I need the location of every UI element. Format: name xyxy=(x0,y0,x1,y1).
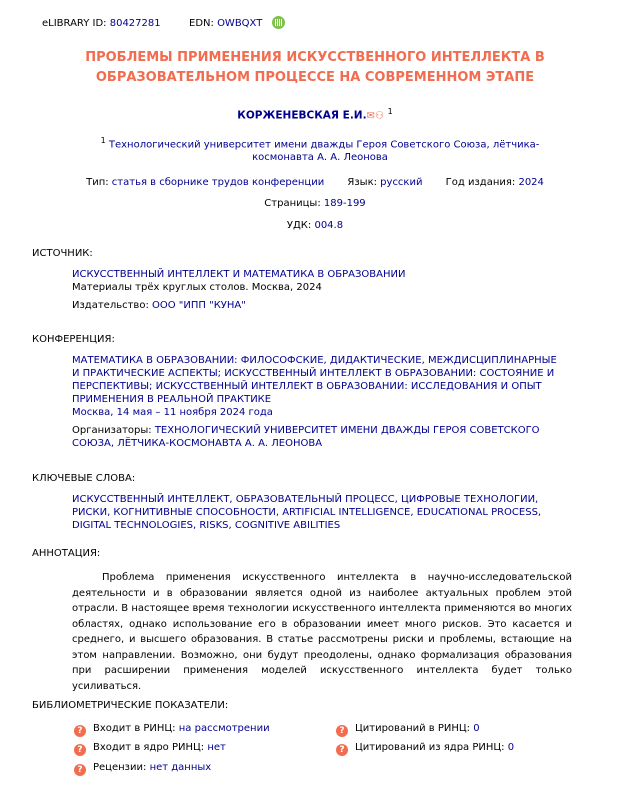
publisher-value[interactable]: ООО "ИПП "КУНА" xyxy=(152,300,246,311)
affiliation-sup: 1 xyxy=(100,136,106,145)
reviews-label: Рецензии: xyxy=(93,762,147,773)
type-value: статья в сборнике трудов конференции xyxy=(111,177,325,188)
citations-label: Цитирований в РИНЦ: xyxy=(355,723,471,734)
source-block xyxy=(72,268,562,312)
help-icon[interactable]: ? xyxy=(336,744,348,756)
udk-row xyxy=(0,220,630,231)
bib-core xyxy=(74,742,226,756)
source-heading: ИСТОЧНИК: xyxy=(32,248,93,259)
publisher-label: Издательство: xyxy=(72,300,149,311)
person-icon[interactable]: ⚇ xyxy=(374,110,384,122)
rinc-value: на рассмотрении xyxy=(178,723,270,734)
edn-label: EDN: xyxy=(189,18,214,29)
meta-row xyxy=(0,177,630,188)
year-value: 2024 xyxy=(518,177,544,188)
core-citations-label: Цитирований из ядра РИНЦ: xyxy=(355,742,505,753)
affiliation-text[interactable]: Технологический университет имени дважды Героя Советского Союза, лётчика-космонавта А. А. Леонова xyxy=(108,139,540,164)
elibrary-id-value[interactable]: 80427281 xyxy=(109,18,161,29)
pages-value: 189-199 xyxy=(323,198,366,209)
year-label: Год издания: xyxy=(445,177,516,188)
help-icon[interactable]: ? xyxy=(74,764,86,776)
article-title-line-1: ПРОБЛЕМЫ ПРИМЕНЕНИЯ ИСКУССТВЕННОГО ИНТЕЛЛЕКТА В xyxy=(85,50,545,65)
article-title-line-2: ОБРАЗОВАТЕЛЬНОМ ПРОЦЕССЕ НА СОВРЕМЕННОМ ЭТАПЕ xyxy=(95,70,535,85)
conference-block xyxy=(72,354,562,450)
udk-label: УДК: xyxy=(286,220,312,231)
help-icon[interactable]: ? xyxy=(74,744,86,756)
article-title xyxy=(0,48,630,88)
source-description: Материалы трёх круглых столов. Москва, 2024 xyxy=(72,282,322,293)
abstract-text: Проблема применения искусственного интеллекта в научно-исследовательской деятельности и в образовании является одной из наиболее актуальных проблем этой отрасли. В настоящее время технологии искусственного интеллекта применяются во многих областях, однако использование его в образовании имеет много рисков. Это касается и среднего, и высшего образования. В статье рассмотрены риски и проблемы, встающие на этом направлении. Возможно, они будут преодолены, однако формализация образования при расширении применения моделей искусственного интеллекта будет только усиливаться. xyxy=(72,572,572,692)
language-value: русский xyxy=(380,177,423,188)
udk-value: 004.8 xyxy=(314,220,344,231)
organizers-value[interactable]: ТЕХНОЛОГИЧЕСКИЙ УНИВЕРСИТЕТ ИМЕНИ ДВАЖДЫ ГЕРОЯ СОВЕТСКОГО СОЮЗА, ЛЁТЧИКА-КОСМОНАВТА А. А. ЛЕОНОВА xyxy=(72,425,540,449)
core-citations-value: 0 xyxy=(507,742,515,753)
email-icon[interactable]: ✉ xyxy=(366,110,375,122)
conference-heading: КОНФЕРЕНЦИЯ: xyxy=(32,334,115,345)
source-title[interactable]: ИСКУССТВЕННЫЙ ИНТЕЛЛЕКТ И МАТЕМАТИКА В ОБРАЗОВАНИИ xyxy=(72,269,406,280)
bib-reviews xyxy=(74,762,211,776)
organizers-label: Организаторы: xyxy=(72,425,152,436)
affiliation xyxy=(70,134,570,164)
bib-core-citations xyxy=(336,742,514,756)
edn-value[interactable]: OWBQXT xyxy=(217,18,263,29)
bib-rinc xyxy=(74,723,270,737)
language-label: Язык: xyxy=(347,177,377,188)
conference-title[interactable]: МАТЕМАТИКА В ОБРАЗОВАНИИ: ФИЛОСОФСКИЕ, ДИДАКТИЧЕСКИЕ, МЕЖДИСЦИПЛИНАРНЫЕ И ПРАКТИЧЕСКИЕ АСПЕКТЫ; ИСКУССТВЕННЫЙ ИНТЕЛЛЕКТ В ОБРАЗОВАНИИ: СОСТОЯНИЕ И ПЕРСПЕКТИВЫ; ИСКУССТВЕННЫЙ ИНТЕЛЛЕКТ В ОБРАЗОВАНИИ: ИССЛЕДОВАНИЯ И ОПЫТ ПРИМЕНЕНИЯ В РЕАЛЬНОЙ ПРАКТИКЕ xyxy=(72,355,557,405)
keywords-heading: КЛЮЧЕВЫЕ СЛОВА: xyxy=(32,473,136,484)
type-label: Тип: xyxy=(86,177,109,188)
author-name[interactable]: КОРЖЕНЕВСКАЯ Е.И. xyxy=(237,109,367,122)
elibrary-id-label: eLIBRARY ID: xyxy=(42,18,107,29)
pages-label: Страницы: xyxy=(264,198,321,209)
bib-citations xyxy=(336,723,480,737)
rinc-label: Входит в РИНЦ: xyxy=(93,723,176,734)
help-icon[interactable]: ? xyxy=(74,725,86,737)
author-affiliation-sup: 1 xyxy=(387,107,393,116)
help-icon[interactable]: ? xyxy=(336,725,348,737)
conference-date: Москва, 14 мая – 11 ноября 2024 года xyxy=(72,407,273,418)
author-line xyxy=(0,107,630,122)
reviews-value: нет данных xyxy=(149,762,212,773)
core-label: Входит в ядро РИНЦ: xyxy=(93,742,205,753)
bibliometrics-heading: БИБЛИОМЕТРИЧЕСКИЕ ПОКАЗАТЕЛИ: xyxy=(32,700,229,711)
qr-code-icon[interactable] xyxy=(272,16,285,29)
identifiers xyxy=(42,16,285,29)
keywords-list[interactable]: ИСКУССТВЕННЫЙ ИНТЕЛЛЕКТ, ОБРАЗОВАТЕЛЬНЫЙ ПРОЦЕСС, ЦИФРОВЫЕ ТЕХНОЛОГИИ, РИСКИ, КОГНИТИВНЫЕ СПОСОБНОСТИ, ARTIFICIAL INTELLIGENCE, EDUCATIONAL PROCESS, DIGITAL TECHNOLOGIES, RISKS, COGNITIVE ABILITIES xyxy=(72,494,542,531)
citations-value: 0 xyxy=(473,723,480,734)
pages-row xyxy=(0,198,630,209)
core-value: нет xyxy=(207,742,226,753)
abstract-heading: АННОТАЦИЯ: xyxy=(32,548,101,559)
